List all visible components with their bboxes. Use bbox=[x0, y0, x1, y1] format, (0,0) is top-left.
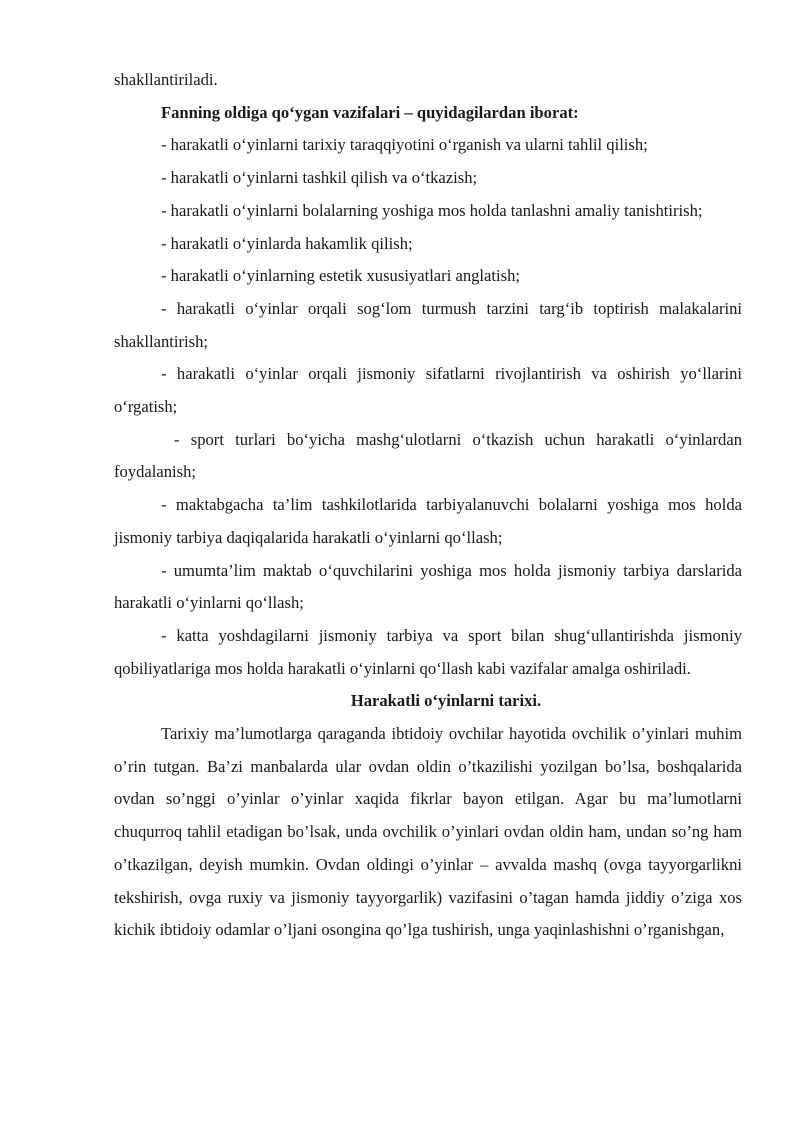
section-title: Harakatli o‘yinlarni tarixi. bbox=[350, 691, 542, 711]
task-item: - harakatli o‘yinlar orqali sog‘lom turmush tarzini targ‘ib toptirish malakalarini shakllantirish; bbox=[114, 298, 742, 351]
task-item: - katta yoshdagilarni jismoniy tarbiya va sport bilan shug‘ullantirishda jismoniy qobiliyatlariga mos holda harakatli o‘yinlarni qo‘llash kabi vazifalar amalga oshiriladi. bbox=[114, 625, 742, 678]
document-page bbox=[114, 64, 742, 947]
task-item: - maktabgacha ta’lim tashkilotlarida tarbiyalanuvchi bolalarni yoshiga mos holda jismoniy tarbiya daqiqalarida harakatli o‘yinlarni qo‘llash; bbox=[114, 495, 742, 547]
task-item: - harakatli o‘yinlarni bolalarning yoshiga mos holda tanlashni amaliy tanishtirish; bbox=[161, 200, 703, 220]
task-item: - harakatli o‘yinlar orqali jismoniy sifatlarni rivojlantirish va oshirish yo‘llarini o‘rgatish; bbox=[114, 364, 742, 417]
history-paragraph: Tarixiy ma’lumotlarga qaraganda ibtidoiy ovchilar hayotida ovchilik o’yinlari muhim o’rin tutgan. Ba’zi manbalarda ular ovdan oldin o’tkazilishi yozilgan bo’lsa, boshqalarida ovdan so’nggi o’yinlar o’yinlar xaqida fikrlar bayon etilgan. Agar bu ma’lumotlarni chuqurroq tahlil etadigan bo’lsak, unda ovchilik o’yinlari ovdan oldin ham, undan so’ng ham o’tkazilgan, deyish mumkin. Ovdan oldingi o’yinlar – avvalda mashq (ovga tayyorgarlikni tekshirish, ovga ruxiy va jismoniy tayyorgarlik) vazifasini o’tagan hamda jiddiy o’ziga xos kichik ibtidoiy odamlar o’ljani osongina qo’lga tushirish, unga yaqinlashishni o’rganishgan, bbox=[114, 724, 742, 940]
opening-line: shakllantiriladi. bbox=[114, 70, 218, 89]
task-item: - harakatli o‘yinlarni tashkil qilish va o‘tkazish; bbox=[161, 168, 478, 188]
task-item: - harakatli o‘yinlarni tarixiy taraqqiyotini o‘rganish va ularni tahlil qilish; bbox=[161, 135, 648, 155]
task-item: - harakatli o‘yinlarda hakamlik qilish; bbox=[161, 233, 413, 253]
tasks-heading: Fanning oldiga qo‘ygan vazifalari – quyidagilardan iborat: bbox=[161, 102, 579, 122]
task-item: - umumta’lim maktab o‘quvchilarini yoshiga mos holda jismoniy tarbiya darslarida harakatli o‘yinlarni qo‘llash; bbox=[114, 560, 742, 613]
task-item: - sport turlari bo‘yicha mashg‘ulotlarni o‘tkazish uchun harakatli o‘yinlardan foydalanish; bbox=[114, 429, 742, 482]
task-item: - harakatli o‘yinlarning estetik xususiyatlari anglatish; bbox=[161, 266, 520, 286]
